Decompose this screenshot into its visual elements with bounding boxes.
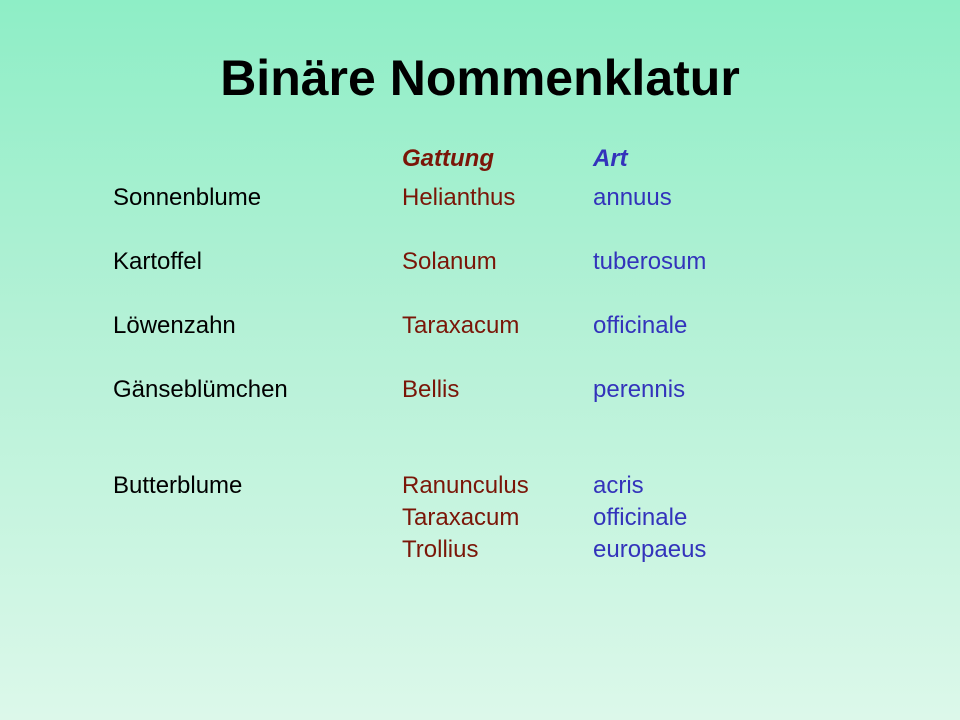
row-butterblume-genus-2: Taraxacum bbox=[402, 504, 520, 531]
row-sonnenblume-species: annuus bbox=[593, 184, 672, 211]
row-gaenseblümchen-name: Gänseblümchen bbox=[113, 376, 288, 403]
row-butterblume-species-1: acris bbox=[593, 472, 644, 499]
row-loewenzahn-species: officinale bbox=[593, 312, 688, 339]
header-species: Art bbox=[593, 145, 628, 172]
header-genus: Gattung bbox=[402, 145, 494, 172]
row-butterblume-genus-1: Ranunculus bbox=[402, 472, 529, 499]
row-butterblume-name: Butterblume bbox=[113, 472, 243, 499]
row-kartoffel-species: tuberosum bbox=[593, 248, 707, 275]
row-kartoffel-genus: Solanum bbox=[402, 248, 497, 275]
slide-title: Binäre Nommenklatur bbox=[220, 50, 740, 106]
row-sonnenblume-name: Sonnenblume bbox=[113, 184, 262, 211]
row-butterblume-genus-3: Trollius bbox=[402, 536, 479, 563]
row-sonnenblume-genus: Helianthus bbox=[402, 184, 516, 211]
row-gaenseblümchen-genus: Bellis bbox=[402, 376, 460, 403]
row-loewenzahn-name: Löwenzahn bbox=[113, 312, 236, 339]
row-gaenseblümchen-species: perennis bbox=[593, 376, 686, 403]
row-butterblume-species-2: officinale bbox=[593, 504, 688, 531]
row-butterblume-species-3: europaeus bbox=[593, 536, 707, 563]
row-kartoffel-name: Kartoffel bbox=[113, 248, 202, 275]
row-loewenzahn-genus: Taraxacum bbox=[402, 312, 520, 339]
